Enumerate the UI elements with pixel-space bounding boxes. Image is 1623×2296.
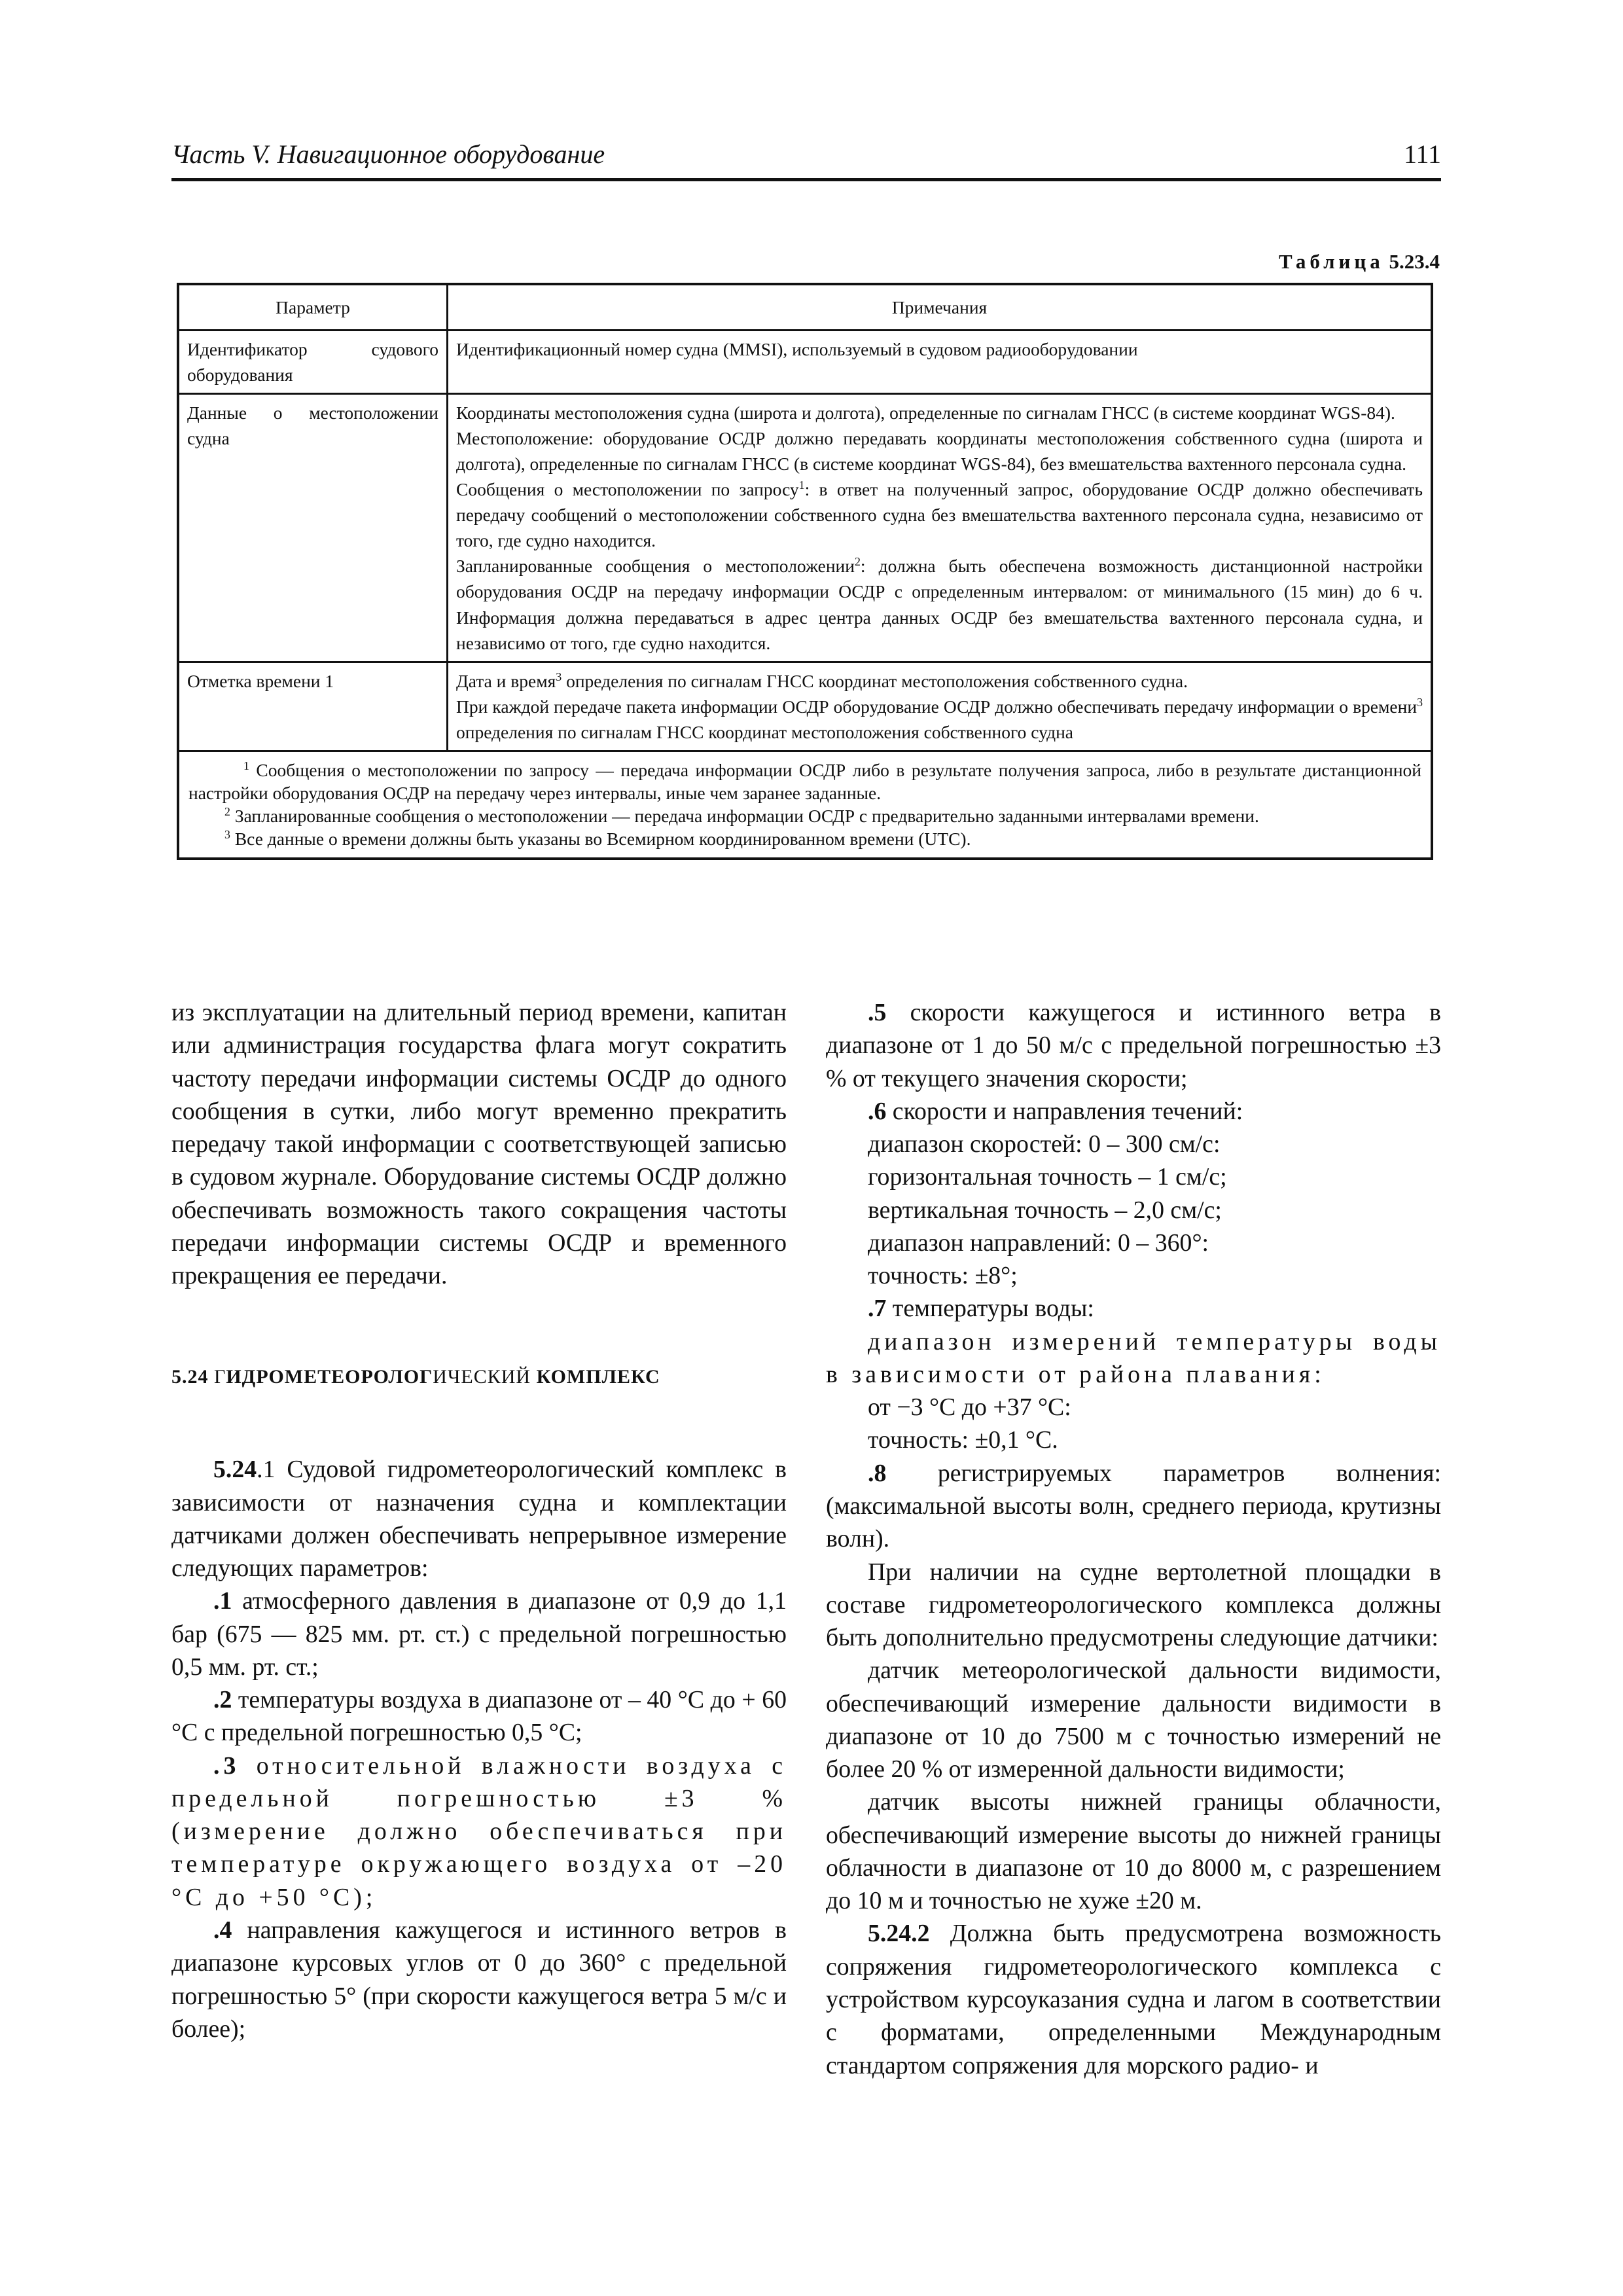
list-item bbox=[171, 1683, 787, 1749]
note-text: Координаты местоположения судна (широта и долгота), определенные по сигналам ГНСС (в системе координат WGS-84). bbox=[456, 403, 1395, 423]
item-number: .1 bbox=[213, 1587, 232, 1615]
item-text: регистрируемых параметров волнения: (максимальной высоты волн, среднего периода, крутизны волн). bbox=[826, 1459, 1441, 1553]
table-cell-parameter: Идентификатор судового оборудования bbox=[178, 331, 448, 394]
footnote-text: Сообщения о местоположении по запросу — передача информации ОСДР либо в результате получения запроса, либо в результате дистанционной настройки оборудования ОСДР на передачу через интервалы, иные чем заранее заданные. bbox=[188, 759, 1422, 803]
list-item bbox=[171, 1585, 787, 1683]
sub-line: вертикальная точность – 2,0 см/с; bbox=[868, 1196, 1222, 1224]
footnote bbox=[188, 804, 1421, 827]
clause-paragraph bbox=[826, 1917, 1441, 2081]
column-header-notes: Примечания bbox=[448, 284, 1433, 331]
item-text: относительной влажности воздуха с предельной погрешностью ±3 % (измерение должно обеспечиваться при температуре окружающего воздуха от –20 °С до +50 °С); bbox=[171, 1751, 787, 1911]
section-title-part: ИЧЕСКИЙ bbox=[433, 1366, 531, 1388]
sub-line: горизонтальная точность – 1 см/с; bbox=[868, 1163, 1227, 1191]
section-title-part: ИДРОМЕТЕОРОЛОГ bbox=[226, 1366, 433, 1388]
note-text-part: Дата и время bbox=[456, 670, 556, 691]
item-number: .4 bbox=[213, 1916, 232, 1944]
paragraph: При наличии на судне вертолетной площадки в составе гидрометеорологического комплекса должны быть дополнительно предусмотрены следующие датчики: bbox=[826, 1558, 1441, 1652]
data-table bbox=[177, 283, 1433, 860]
item-text: атмосферного давления в диапазоне от 0,9 до 1,1 бар (675 — 825 мм. рт. ст.) с предельной погрешностью 0,5 мм. рт. ст.; bbox=[171, 1587, 787, 1681]
note-text bbox=[456, 694, 1423, 745]
item-number: .2 bbox=[213, 1686, 232, 1714]
clause-paragraph bbox=[171, 1453, 787, 1585]
note-text bbox=[456, 668, 1423, 694]
note-text-part: Запланированные сообщения о местоположении bbox=[456, 556, 855, 577]
column-header-parameter: Параметр bbox=[178, 284, 448, 331]
note-text-part: определения по сигналам ГНСС координат местоположения собственного судна. bbox=[562, 670, 1188, 691]
table-header-row bbox=[178, 284, 1432, 331]
running-head bbox=[171, 139, 1441, 181]
item-text: направления кажущегося и истинного ветров в диапазоне курсовых углов от 0 до 360° с предельной погрешностью 5° (при скорости кажущегося ветра 5 м/с и более); bbox=[171, 1916, 787, 2043]
section-title-part: КОМПЛЕКС bbox=[531, 1366, 660, 1388]
item-text: температуры воздуха в диапазоне от – 40 °С до + 60 °С с предельной погрешностью 0,5 °С; bbox=[171, 1686, 787, 1747]
footnote-text: Все данные о времени должны быть указаны во Всемирном координированном времени (UTC). bbox=[234, 829, 971, 850]
table-cell-notes bbox=[448, 331, 1433, 394]
list-item bbox=[826, 1292, 1441, 1325]
section-number: 5.24 bbox=[171, 1366, 209, 1388]
footnote-text: Запланированные сообщения о местоположении — передача информации ОСДР с предварительно заданными интервалами времени. bbox=[234, 806, 1259, 827]
item-text: скорости и направления течений: bbox=[886, 1097, 1243, 1125]
paragraph-continuation: из эксплуатации на длительный период времени, капитан или администрация государства флага могут сократить частоту передачи информации системы ОСДР до одного сообщения в сутки, либо могут временно прекратить передачу такой информации с соответствующей записью в судовом журнале. Оборудование системы ОСДР должно обеспечивать возможность такого сокращения частоты передачи информации системы ОСДР и временного прекращения ее передачи. bbox=[171, 999, 787, 1290]
item-number: .7 bbox=[868, 1295, 887, 1323]
clause-text: Судовой гидрометеорологический комплекс в зависимости от назначения судна и комплектации датчиками должен обеспечивать непрерывное измерение следующих параметров: bbox=[171, 1456, 787, 1583]
note-text-part: При каждой передаче пакета информации ОСДР оборудование ОСДР должно обеспечивать передачу информации о времени bbox=[456, 696, 1418, 717]
table-caption-word: Таблица bbox=[1279, 250, 1384, 273]
footnote bbox=[188, 759, 1421, 804]
item-text: температуры воды: bbox=[886, 1295, 1094, 1323]
clause-number: 5.24 bbox=[213, 1456, 257, 1484]
item-number: .6 bbox=[868, 1097, 887, 1125]
item-number: .8 bbox=[868, 1459, 887, 1487]
note-text: Местоположение: оборудование ОСДР должно передавать координаты местоположения собственного судна (широта и долгота), определенные по сигналам ГНСС (в системе координат WGS-84), без вмешательства вахтенного персонала судна. bbox=[456, 428, 1423, 475]
paragraph: датчик высоты нижней границы облачности, обеспечивающий измерение высоты до нижней границы облачности в диапазоне от 10 до 8000 м, с разрешением до 10 м и точностью не хуже ±20 м. bbox=[826, 1788, 1441, 1915]
footnote-mark: 1 bbox=[243, 759, 249, 772]
section-heading bbox=[171, 1364, 787, 1390]
clause-text: Должна быть предусмотрена возможность сопряжения гидрометеорологического комплекса с устройством курсоуказания судна и лагом в соответствии с форматами, определенными Международным стандартом сопряжения для морского радио- и bbox=[826, 1920, 1441, 2079]
table-caption-number: 5.23.4 bbox=[1389, 250, 1440, 273]
list-item bbox=[826, 996, 1441, 1095]
paragraph: датчик метеорологической дальности видимости, обеспечивающий измерение дальности видимости в диапазоне от 10 до 7500 м с точностью измерений не более 20 % от измеренной дальности видимости; bbox=[826, 1657, 1441, 1784]
table-caption bbox=[1178, 250, 1440, 274]
table-cell-parameter: Данные о местоположении судна bbox=[178, 394, 448, 662]
clause-number-suffix: .1 bbox=[257, 1456, 276, 1484]
table-cell-notes bbox=[448, 662, 1433, 751]
item-number: .3 bbox=[213, 1751, 240, 1780]
item-number: .5 bbox=[868, 999, 887, 1026]
list-item bbox=[171, 1914, 787, 2045]
note-text-part: : должна быть обеспечена возможность дистанционной настройки оборудования ОСДР на передачу информации ОСДР с определенным интервалом: от минимального (15 мин) до 6 ч. Информация должна передаваться в адрес центра данных ОСДР без вмешательства вахтенного персонала судна, и независимо от того, где судно находится. bbox=[456, 556, 1423, 653]
left-column bbox=[171, 996, 787, 2045]
sub-line: диапазон скоростей: 0 – 300 см/с: bbox=[868, 1130, 1221, 1158]
footnote-ref: 2 bbox=[854, 555, 861, 569]
sub-paragraph: диапазон измерений температуры воды в зависимости от района плавания: bbox=[826, 1327, 1441, 1388]
table-cell-parameter: Отметка времени 1 bbox=[178, 662, 448, 751]
running-head-title: Часть V. Навигационное оборудование bbox=[171, 139, 605, 169]
footnote-ref: 3 bbox=[556, 670, 562, 683]
note-text: Идентификационный номер судна (MMSI), используемый в судовом радиооборудовании bbox=[456, 339, 1138, 360]
right-column bbox=[826, 996, 1441, 2082]
footnote-mark: 2 bbox=[224, 804, 230, 818]
table-cell-notes bbox=[448, 394, 1433, 662]
list-item bbox=[826, 1457, 1441, 1556]
table-footnotes-row bbox=[178, 751, 1432, 858]
table-row bbox=[178, 662, 1432, 751]
list-item bbox=[826, 1095, 1441, 1128]
table-row bbox=[178, 394, 1432, 662]
footnote-mark: 3 bbox=[224, 828, 230, 842]
table-row bbox=[178, 331, 1432, 394]
list-item bbox=[171, 1749, 787, 1914]
sub-line: диапазон направлений: 0 – 360°: bbox=[868, 1229, 1209, 1257]
item-text: скорости кажущегося и истинного ветра в диапазоне от 1 до 50 м/с с предельной погрешностью ±3 % от текущего значения скорости; bbox=[826, 999, 1441, 1092]
note-text bbox=[456, 476, 1423, 553]
clause-number: 5.24.2 bbox=[868, 1920, 930, 1948]
sub-line: точность: ±0,1 °С. bbox=[868, 1426, 1058, 1454]
footnote bbox=[188, 827, 1421, 850]
note-text bbox=[456, 553, 1423, 655]
section-title-part: Г bbox=[214, 1366, 226, 1388]
footnote-ref: 3 bbox=[1417, 695, 1423, 709]
table-footnotes bbox=[178, 751, 1432, 858]
note-text-part: определения по сигналам ГНСС координат местоположения собственного судна bbox=[456, 721, 1074, 742]
sub-line: точность: ±8°; bbox=[868, 1262, 1018, 1290]
footnote-ref: 1 bbox=[798, 478, 805, 492]
note-text-part: : в ответ на полученный запрос, оборудование ОСДР должно обеспечивать передачу сообщений о местоположении собственного судна без вмешательства вахтенного персонала судна, независимо от того, где судно находится. bbox=[456, 479, 1423, 551]
note-text-part: Сообщения о местоположении по запросу bbox=[456, 479, 799, 500]
page-number: 111 bbox=[1403, 139, 1441, 169]
sub-line: от −3 °С до +37 °С: bbox=[868, 1393, 1071, 1422]
